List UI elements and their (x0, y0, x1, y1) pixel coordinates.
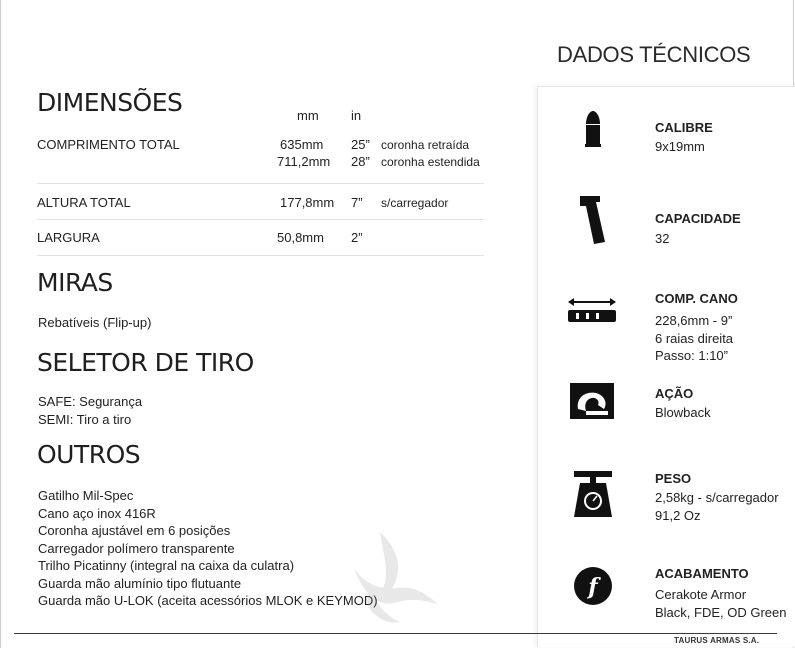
spec-value-black: Black (655, 604, 687, 620)
scale-icon (572, 469, 614, 519)
footer-company: TAURUS ARMAS S.A. (674, 636, 760, 645)
spec-value-peso (655, 489, 779, 524)
row-divider (37, 183, 484, 184)
spec-value-line: 91,2 Oz (655, 507, 701, 523)
finish-icon (573, 566, 613, 606)
bullet-icon (583, 110, 603, 148)
miras-line: Rebatíveis (Flip-up) (38, 315, 152, 330)
action-icon (568, 381, 616, 423)
spec-value-line: 6 raias direita (655, 330, 734, 346)
outros-item: Carregador polímero transparente (38, 540, 235, 556)
seletor-list (38, 393, 142, 428)
outros-heading: OUTROS (37, 440, 141, 469)
row-label-altura: ALTURA TOTAL (37, 195, 131, 210)
miras-text (38, 314, 151, 332)
row-divider (37, 219, 484, 220)
spec-value-line: 228,6mm - 9” (655, 313, 733, 328)
spec-label-calibre: CALIBRE (655, 120, 713, 135)
seletor-heading: SELETOR DE TIRO (37, 348, 254, 377)
row-label-comprimento: COMPRIMENTO TOTAL (37, 137, 180, 152)
row-note-comprimento-1: coronha retraída (381, 138, 470, 152)
spec-value-comp-cano (655, 312, 733, 365)
spec-value-line: Cerakote Armor (655, 587, 747, 602)
row-in-comprimento-2: 28” (351, 154, 370, 169)
spec-value-line: 9x19mm (655, 139, 705, 154)
column-header-in: in (351, 108, 362, 123)
spec-value-capacidade (655, 230, 669, 248)
magazine-icon (578, 194, 608, 246)
row-note-comprimento-2: coronha estendida (381, 155, 480, 169)
outros-item: Gatilho Mil-Spec (38, 488, 134, 503)
footer-divider (14, 633, 777, 634)
row-mm-largura: 50,8mm (277, 230, 324, 245)
seletor-line: SEMI: Tiro a tiro (38, 411, 132, 427)
outros-list (38, 487, 378, 610)
dados-tecnicos-panel (537, 86, 795, 647)
page-border-left (0, 0, 1, 648)
spec-label-peso: PESO (655, 471, 692, 486)
spec-label-comp-cano: COMP. CANO (655, 291, 738, 306)
row-mm-comprimento-1: 635mm (280, 137, 324, 152)
seletor-line: SAFE: Segurança (38, 394, 143, 409)
row-mm-comprimento-2: 711,2mm (277, 154, 331, 169)
spec-value-line (655, 604, 787, 622)
row-in-comprimento-1: 25” (351, 137, 370, 152)
svg-text:f: f (588, 574, 598, 600)
miras-heading: MIRAS (37, 268, 113, 297)
spec-value-line: 32 (655, 231, 670, 246)
column-header-mm: mm (297, 108, 319, 123)
bull-logo-watermark-icon (340, 528, 445, 628)
spec-value-line: 2,58kg - s/carregador (655, 490, 779, 505)
spec-label-capacidade: CAPACIDADE (655, 211, 741, 226)
row-divider (37, 255, 484, 256)
outros-item: Cano aço inox 416R (38, 505, 156, 521)
barrel-length-icon (566, 296, 618, 326)
row-label-largura: LARGURA (37, 230, 100, 245)
spec-value-line: Blowback (655, 405, 711, 420)
spec-value-acabamento (655, 586, 787, 621)
outros-item: Guarda mão alumínio tipo flutuante (38, 575, 242, 591)
spec-label-acabamento: ACABAMENTO (655, 566, 749, 581)
outros-item: Guarda mão U-LOK (aceita acessórios MLOK e KEYMOD) (38, 593, 378, 608)
spec-value-colors: , FDE, OD Green (686, 604, 787, 620)
row-in-altura: 7” (351, 195, 363, 210)
spec-label-acao: AÇÃO (655, 386, 694, 401)
row-note-altura: s/carregador (381, 196, 449, 210)
spec-value-acao (655, 404, 711, 422)
outros-item: Coronha ajustável em 6 posições (38, 523, 231, 538)
outros-item: Trilho Picatinny (integral na caixa da culatra) (38, 558, 295, 573)
row-in-largura: 2” (351, 230, 363, 245)
spec-value-calibre (655, 138, 705, 156)
row-mm-altura: 177,8mm (280, 195, 335, 210)
dimensoes-heading: DIMENSÕES (37, 88, 183, 117)
dados-tecnicos-title: DADOS TÉCNICOS (557, 42, 751, 67)
spec-value-line: Passo: 1:10” (655, 348, 728, 363)
